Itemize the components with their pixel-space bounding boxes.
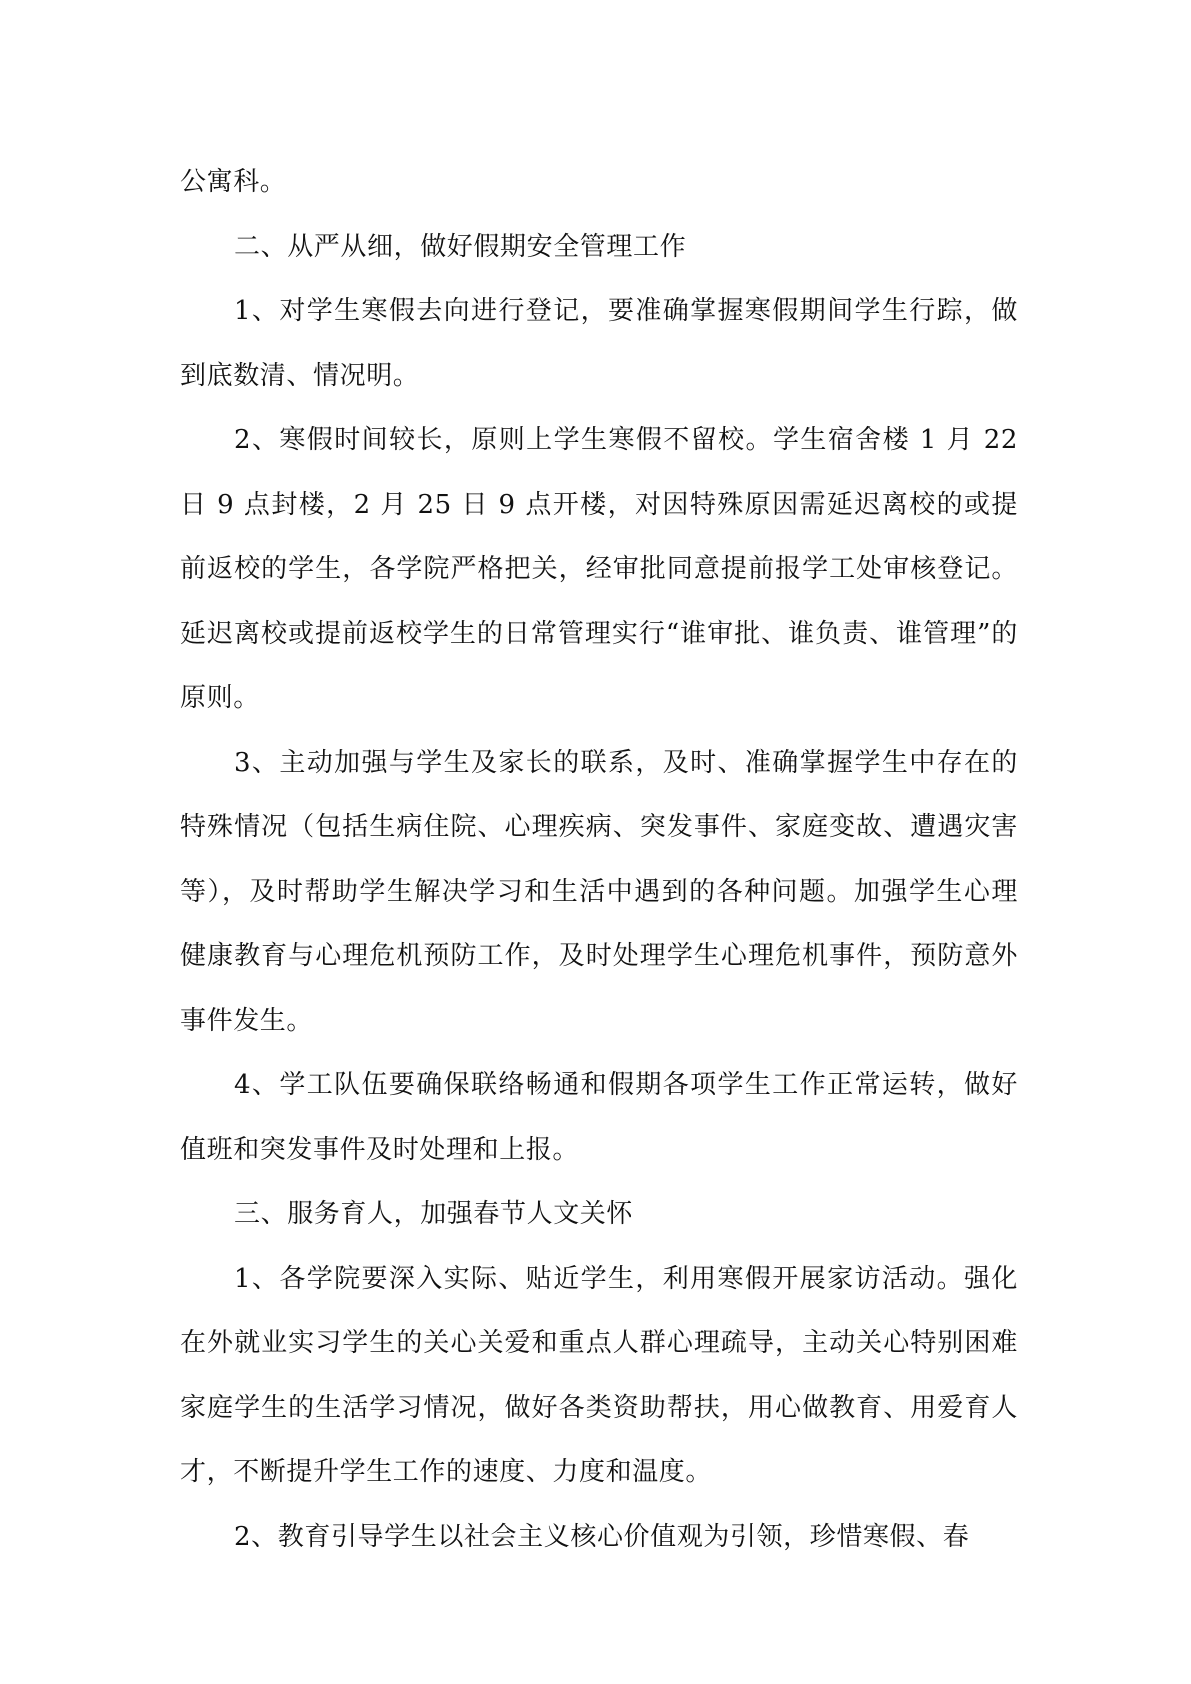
paragraph-2-2: 2、寒假时间较长，原则上学生寒假不留校。学生宿舍楼 1 月 22 日 9 点封楼，2 月 25 日 9 点开楼，对因特殊原因需延迟离校的或提前返校的学生，各学院严格把关，经审批同意提前报学工处审核登记。延迟离校或提前返校学生的日常管理实行“谁审批、谁负责、谁管理”的原则。 xyxy=(180,425,1018,713)
document-body xyxy=(180,150,1018,1569)
paragraph-2-4: 4、学工队伍要确保联络畅通和假期各项学生工作正常运转，做好值班和突发事件及时处理和上报。 xyxy=(180,1070,1018,1165)
paragraph-3-1: 1、各学院要深入实际、贴近学生，利用寒假开展家访活动。强化在外就业实习学生的关心关爱和重点人群心理疏导，主动关心特别困难家庭学生的生活学习情况，做好各类资助帮扶，用心做教育、用爱育人才，不断提升学生工作的速度、力度和温度。 xyxy=(180,1263,1018,1487)
paragraph-2-3: 3、主动加强与学生及家长的联系，及时、准确掌握学生中存在的特殊情况（包括生病住院、心理疾病、突发事件、家庭变故、遭遇灾害等），及时帮助学生解决学习和生活中遇到的各种问题。加强学生心理健康教育与心理危机预防工作，及时处理学生心理危机事件，预防意外事件发生。 xyxy=(180,747,1018,1036)
paragraph-2-1: 1、对学生寒假去向进行登记，要准确掌握寒假期间学生行踪，做到底数清、情况明。 xyxy=(180,296,1018,391)
paragraph-3-2: 2、教育引导学生以社会主义核心价值观为引领，珍惜寒假、春 xyxy=(234,1521,970,1552)
paragraph-continuation: 公寓科。 xyxy=(180,167,287,197)
section-heading-3: 三、服务育人，加强春节人文关怀 xyxy=(234,1199,634,1229)
section-heading-2: 二、从严从细，做好假期安全管理工作 xyxy=(234,231,687,262)
